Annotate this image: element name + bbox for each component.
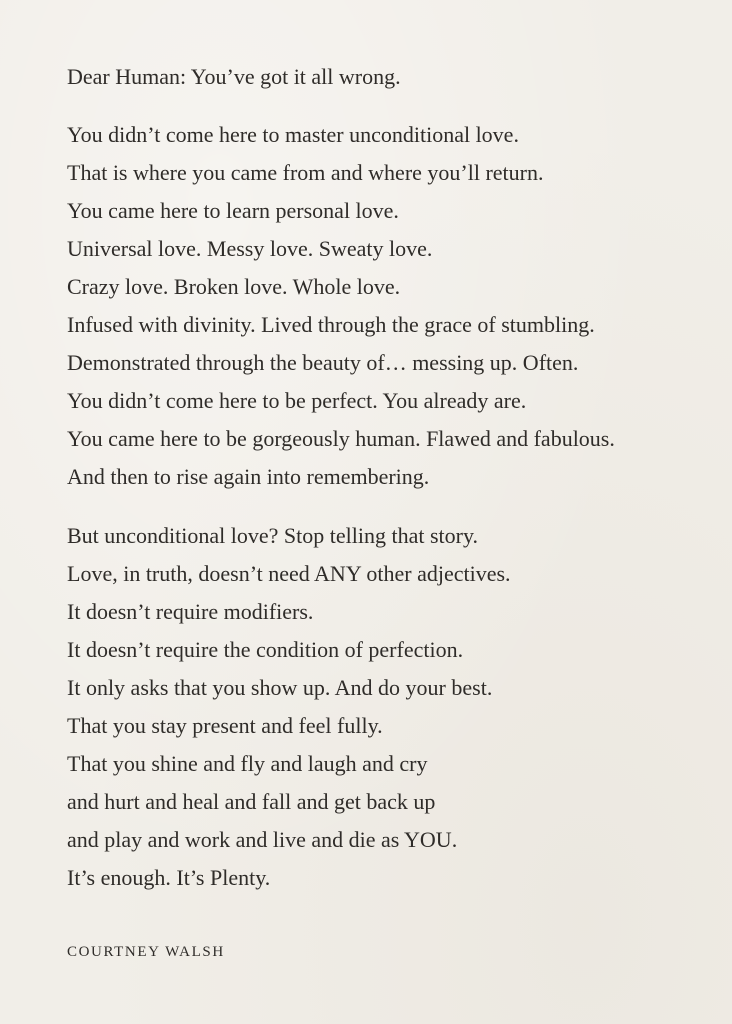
poem-opening-line: Dear Human: You’ve got it all wrong. [67,64,401,89]
poem-line: Universal love. Messy love. Sweaty love. [67,236,433,261]
poem-line: You didn’t come here to be perfect. You already are. [67,388,527,413]
stanza-spacer [67,496,707,517]
poem-line: That is where you came from and where you’ll return. [67,160,544,185]
stanza-spacer [67,96,707,116]
poem-line: It doesn’t require the condition of perfection. [67,637,464,662]
poem-line: You didn’t come here to master unconditional love. [67,122,519,147]
poem-line: Infused with divinity. Lived through the grace of stumbling. [67,312,595,337]
poem-line: It only asks that you show up. And do your best. [67,675,493,700]
poem-line: That you stay present and feel fully. [67,713,383,738]
poem-line: Demonstrated through the beauty of… messing up. Often. [67,350,579,375]
poem-line: Crazy love. Broken love. Whole love. [67,274,401,299]
poem-line: You came here to be gorgeously human. Flawed and fabulous. [67,426,615,451]
poem-body [67,58,707,897]
poem-line: Love, in truth, doesn’t need ANY other adjectives. [67,561,511,586]
author-name: COURTNEY WALSH [67,944,225,960]
stanza-1 [67,116,707,496]
poem-line: And then to rise again into remembering. [67,464,430,489]
poem-line: You came here to learn personal love. [67,198,399,223]
poem-line: It’s enough. It’s Plenty. [67,865,271,890]
poem-line: and hurt and heal and fall and get back up [67,789,436,814]
poem-line: It doesn’t require modifiers. [67,599,314,624]
poem-line: and play and work and live and die as YOU. [67,827,458,852]
poem-line: That you shine and fly and laugh and cry [67,751,428,776]
stanza-2 [67,517,707,897]
poem-line: But unconditional love? Stop telling that story. [67,523,479,548]
